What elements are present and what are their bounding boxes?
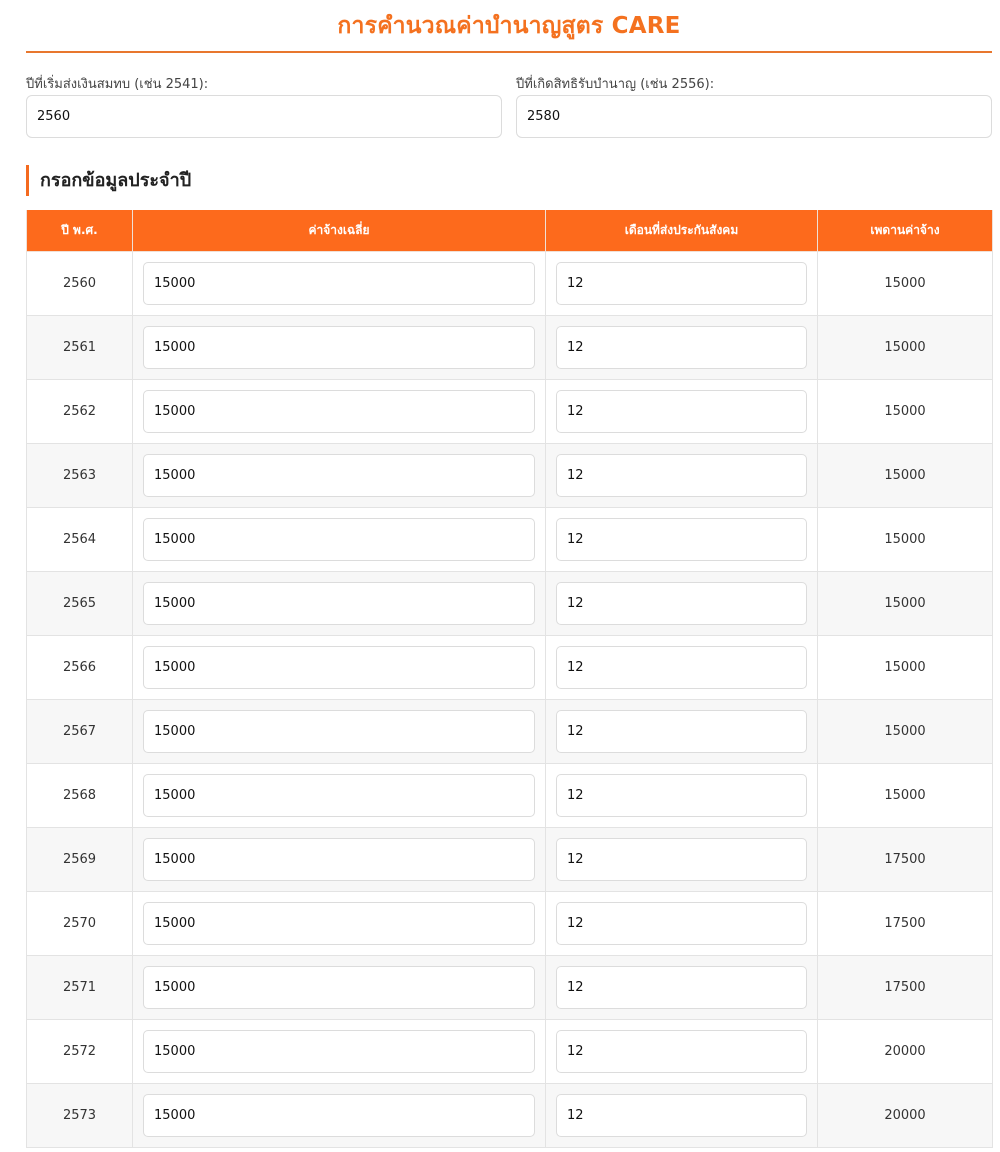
average-wage-cell <box>133 507 546 571</box>
months-input[interactable] <box>556 1030 807 1073</box>
average-wage-cell <box>133 315 546 379</box>
average-wage-input[interactable] <box>143 710 535 753</box>
table-row <box>27 315 993 379</box>
year-inputs-row <box>26 76 992 138</box>
table-header-row <box>27 210 993 251</box>
table-row <box>27 379 993 443</box>
months-cell <box>546 891 818 955</box>
months-cell <box>546 1083 818 1147</box>
months-input[interactable] <box>556 774 807 817</box>
year-cell: 2563 <box>27 443 133 507</box>
header-average-wage: ค่าจ้างเฉลี่ย <box>133 210 546 251</box>
table-row <box>27 891 993 955</box>
annual-data-table-wrap <box>26 210 992 1148</box>
average-wage-input[interactable] <box>143 838 535 881</box>
average-wage-cell <box>133 571 546 635</box>
average-wage-input[interactable] <box>143 390 535 433</box>
table-row <box>27 1019 993 1083</box>
year-cell: 2570 <box>27 891 133 955</box>
months-cell <box>546 443 818 507</box>
annual-data-table <box>26 210 993 1148</box>
average-wage-cell <box>133 1083 546 1147</box>
year-cell: 2567 <box>27 699 133 763</box>
section-title: กรอกข้อมูลประจำปี <box>26 165 992 196</box>
average-wage-input[interactable] <box>143 774 535 817</box>
months-input[interactable] <box>556 646 807 689</box>
wage-ceiling-cell: 15000 <box>818 571 993 635</box>
header-wage-ceiling: เพดานค่าจ้าง <box>818 210 993 251</box>
year-cell: 2565 <box>27 571 133 635</box>
months-cell <box>546 507 818 571</box>
months-cell <box>546 379 818 443</box>
wage-ceiling-cell: 15000 <box>818 699 993 763</box>
average-wage-cell <box>133 763 546 827</box>
months-cell <box>546 955 818 1019</box>
table-row <box>27 571 993 635</box>
table-row <box>27 251 993 315</box>
months-input[interactable] <box>556 710 807 753</box>
months-cell <box>546 699 818 763</box>
wage-ceiling-cell: 15000 <box>818 443 993 507</box>
wage-ceiling-cell: 20000 <box>818 1083 993 1147</box>
average-wage-input[interactable] <box>143 262 535 305</box>
table-row <box>27 827 993 891</box>
average-wage-cell <box>133 1019 546 1083</box>
months-cell <box>546 251 818 315</box>
months-input[interactable] <box>556 902 807 945</box>
header-months-contributed: เดือนที่ส่งประกันสังคม <box>546 210 818 251</box>
year-cell: 2564 <box>27 507 133 571</box>
average-wage-input[interactable] <box>143 966 535 1009</box>
table-row <box>27 699 993 763</box>
year-cell: 2573 <box>27 1083 133 1147</box>
year-cell: 2561 <box>27 315 133 379</box>
wage-ceiling-cell: 15000 <box>818 379 993 443</box>
start-year-input[interactable] <box>26 95 502 138</box>
wage-ceiling-cell: 15000 <box>818 763 993 827</box>
year-cell: 2572 <box>27 1019 133 1083</box>
average-wage-input[interactable] <box>143 326 535 369</box>
wage-ceiling-cell: 15000 <box>818 315 993 379</box>
pension-year-label: ปีที่เกิดสิทธิรับบำนาญ (เช่น 2556): <box>516 77 715 92</box>
table-row <box>27 507 993 571</box>
average-wage-input[interactable] <box>143 1030 535 1073</box>
wage-ceiling-cell: 17500 <box>818 827 993 891</box>
average-wage-cell <box>133 891 546 955</box>
average-wage-cell <box>133 699 546 763</box>
average-wage-cell <box>133 635 546 699</box>
months-cell <box>546 571 818 635</box>
pension-year-input[interactable] <box>516 95 992 138</box>
year-cell: 2571 <box>27 955 133 1019</box>
year-cell: 2568 <box>27 763 133 827</box>
year-cell: 2566 <box>27 635 133 699</box>
months-input[interactable] <box>556 262 807 305</box>
months-cell <box>546 763 818 827</box>
average-wage-input[interactable] <box>143 518 535 561</box>
wage-ceiling-cell: 15000 <box>818 507 993 571</box>
wage-ceiling-cell: 17500 <box>818 891 993 955</box>
start-year-label: ปีที่เริ่มส่งเงินสมทบ (เช่น 2541): <box>26 77 209 92</box>
table-row <box>27 955 993 1019</box>
average-wage-cell <box>133 955 546 1019</box>
table-row <box>27 443 993 507</box>
months-input[interactable] <box>556 326 807 369</box>
average-wage-cell <box>133 379 546 443</box>
wage-ceiling-cell: 15000 <box>818 251 993 315</box>
wage-ceiling-cell: 20000 <box>818 1019 993 1083</box>
table-row <box>27 635 993 699</box>
months-input[interactable] <box>556 454 807 497</box>
header-year: ปี พ.ศ. <box>27 210 133 251</box>
year-cell: 2560 <box>27 251 133 315</box>
pension-year-group <box>516 76 992 138</box>
months-input[interactable] <box>556 966 807 1009</box>
months-cell <box>546 635 818 699</box>
average-wage-cell <box>133 251 546 315</box>
average-wage-input[interactable] <box>143 902 535 945</box>
year-cell: 2562 <box>27 379 133 443</box>
wage-ceiling-cell: 17500 <box>818 955 993 1019</box>
months-input[interactable] <box>556 838 807 881</box>
months-cell <box>546 827 818 891</box>
average-wage-input[interactable] <box>143 646 535 689</box>
wage-ceiling-cell: 15000 <box>818 635 993 699</box>
months-cell <box>546 315 818 379</box>
months-input[interactable] <box>556 390 807 433</box>
months-input[interactable] <box>556 1094 807 1137</box>
months-cell <box>546 1019 818 1083</box>
page-title: การคำนวณค่าบำนาญสูตร CARE <box>26 0 992 53</box>
average-wage-input[interactable] <box>143 582 535 625</box>
months-input[interactable] <box>556 518 807 561</box>
average-wage-cell <box>133 827 546 891</box>
year-cell: 2569 <box>27 827 133 891</box>
table-row <box>27 1083 993 1147</box>
months-input[interactable] <box>556 582 807 625</box>
average-wage-cell <box>133 443 546 507</box>
table-body <box>27 251 993 1147</box>
start-year-group <box>26 76 502 138</box>
table-row <box>27 763 993 827</box>
average-wage-input[interactable] <box>143 454 535 497</box>
average-wage-input[interactable] <box>143 1094 535 1137</box>
